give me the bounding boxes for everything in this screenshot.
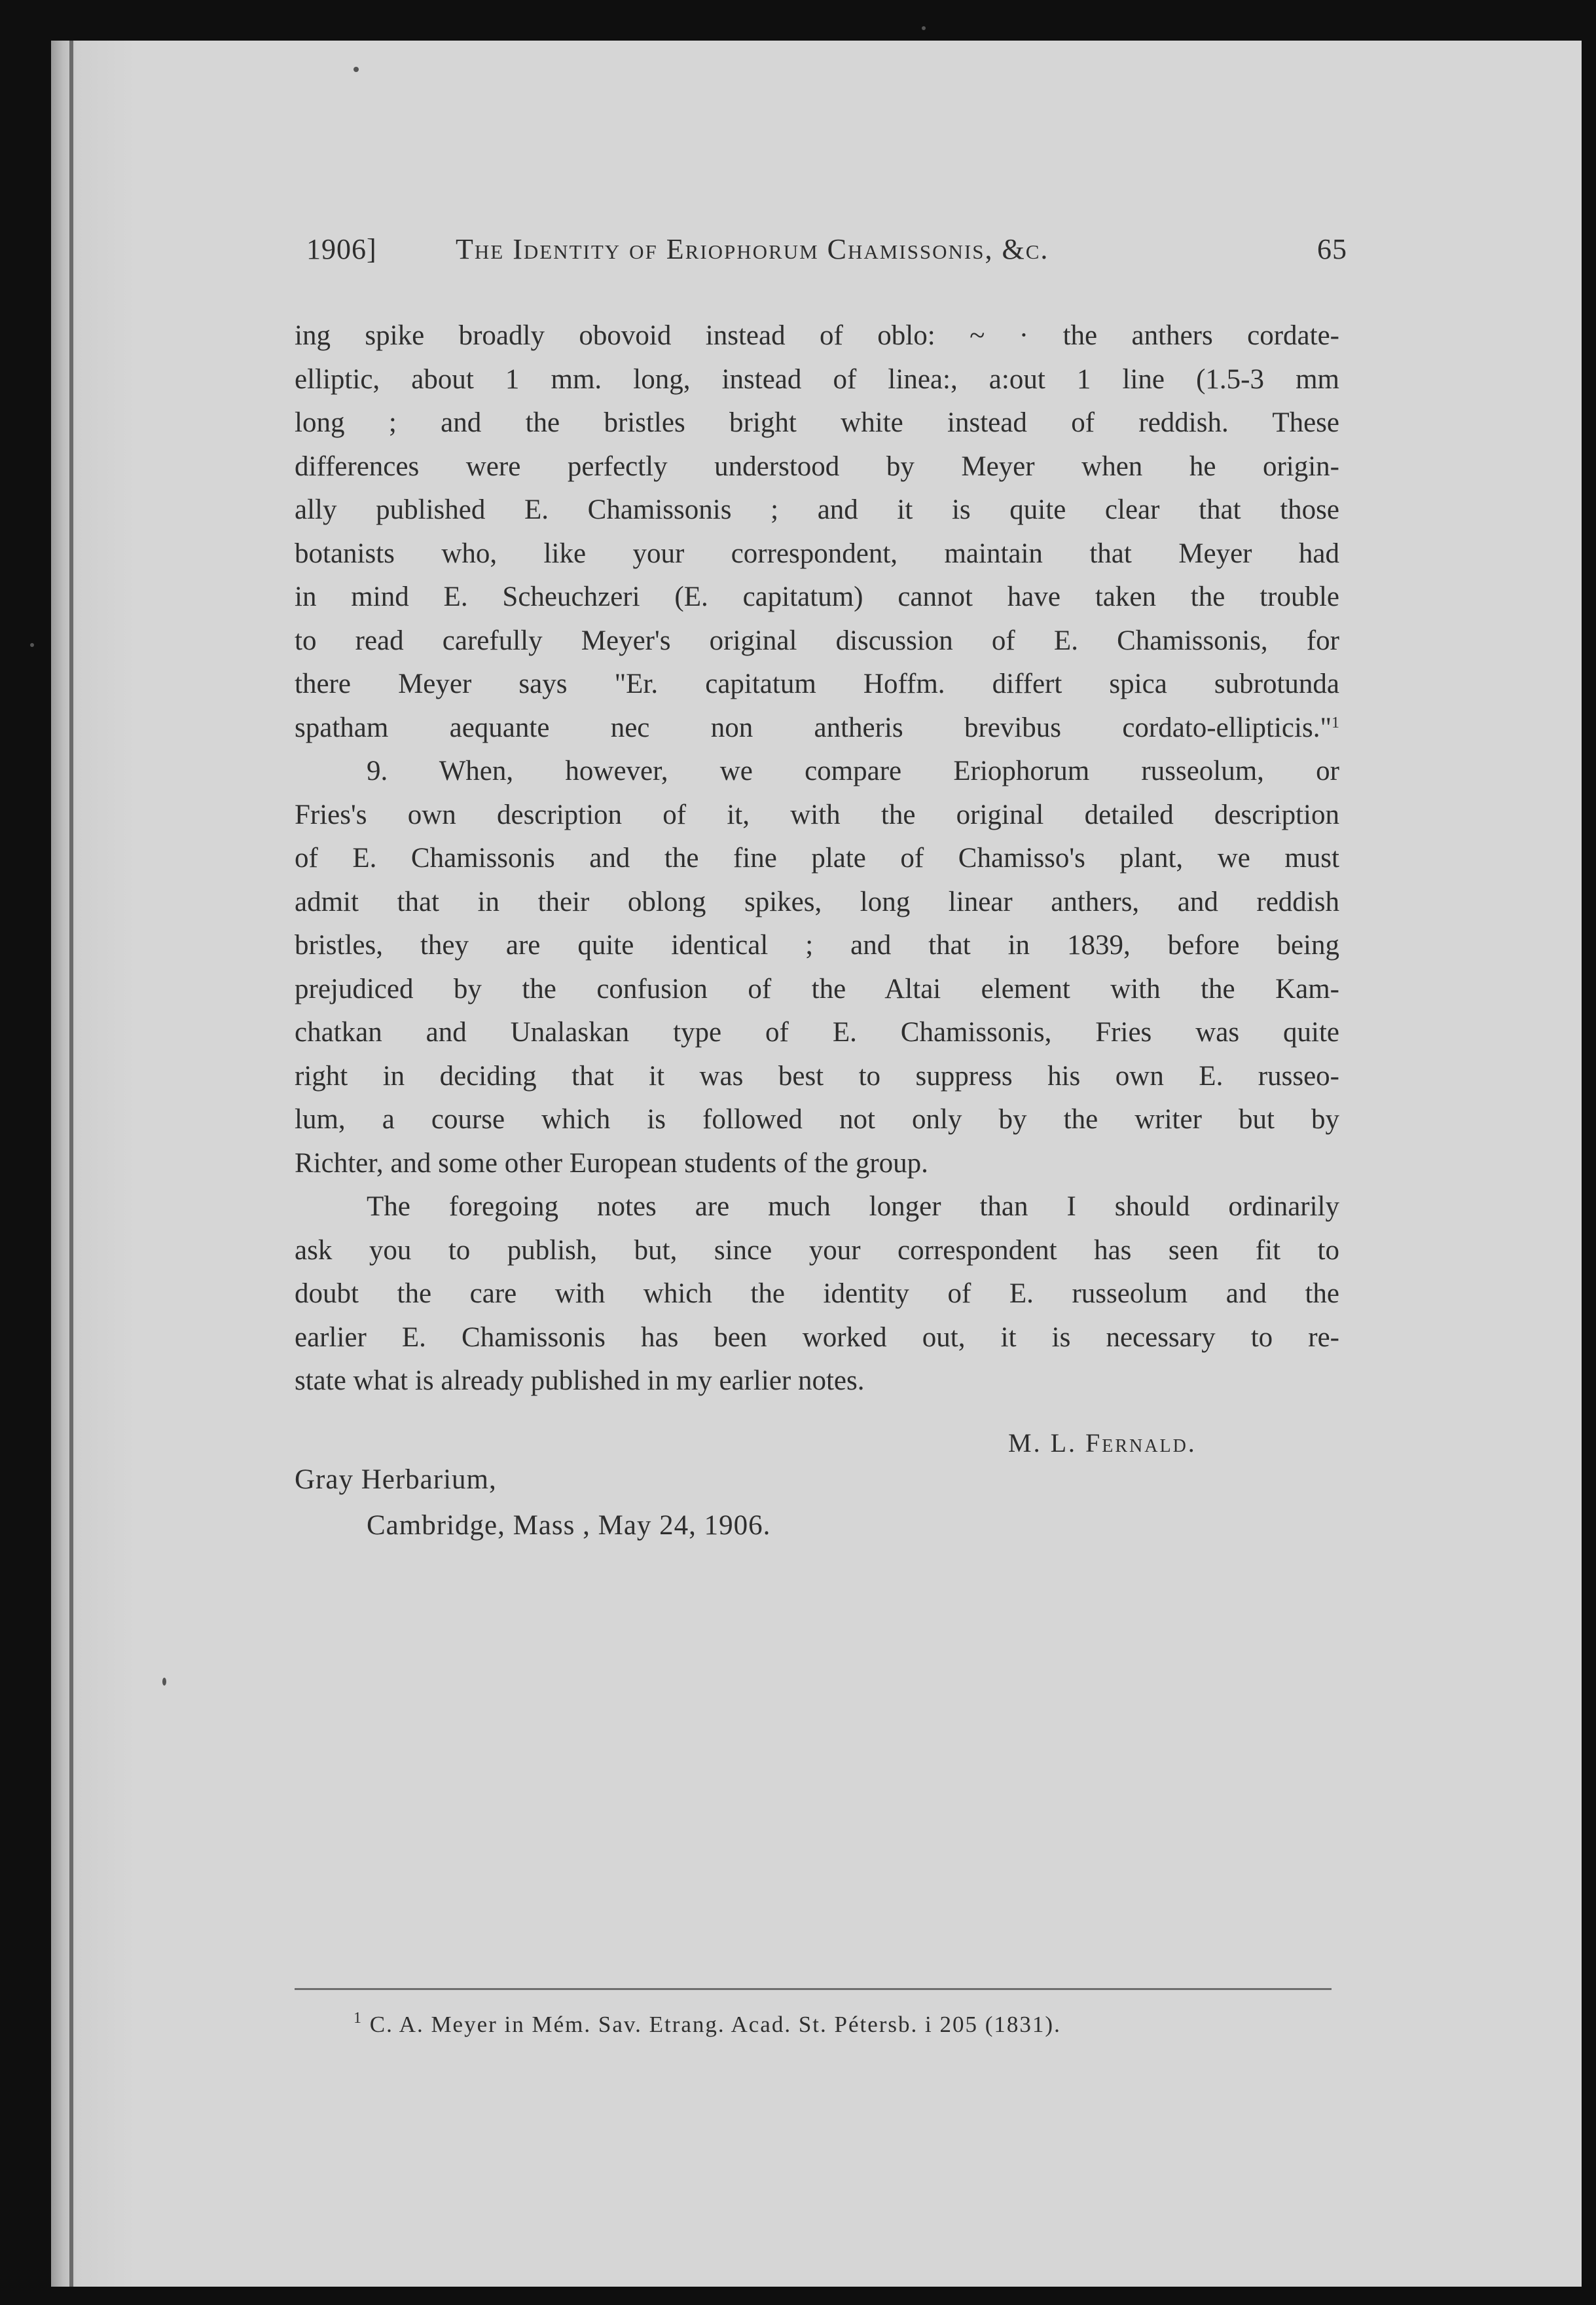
page-number: 65 [1317, 233, 1347, 265]
footnote-marker: 1 [1332, 714, 1339, 731]
text-line: chatkan and Unalaskan type of E. Chamissonis, Fries was quite [295, 1017, 1339, 1048]
text-line: bristles, they are quite identical ; and that in 1839, before being [295, 930, 1339, 961]
footnote [354, 2012, 1061, 2038]
text-line: right in deciding that it was best to suppress his own E. russeo- [295, 1060, 1339, 1092]
text-line: Fries's own description of it, with the original detailed description [295, 799, 1339, 830]
dust-speck [30, 643, 34, 647]
text-line-content: spatham aequante nec non antheris brevibus cordato-ellipticis." [295, 712, 1332, 743]
text-line: ask you to publish, but, since your correspondent has seen fit to [295, 1234, 1339, 1266]
footnote-text: C. A. Meyer in Mém. Sav. Etrang. Acad. St. Pétersb. i 205 (1831). [369, 2012, 1061, 2037]
header-year: 1906] [306, 233, 377, 265]
binding-gutter [51, 41, 136, 2287]
signature: M. L. Fernald. [1008, 1428, 1197, 1458]
footnote-number: 1 [354, 2010, 363, 2027]
text-line: there Meyer says "Er. capitatum Hoffm. differt spica subrotunda [295, 669, 1339, 699]
text-line: earlier E. Chamissonis has been worked out, it is necessary to re- [295, 1321, 1339, 1353]
date-line: Cambridge, Mass , May 24, 1906. [367, 1510, 771, 1541]
text-line: prejudiced by the confusion of the Altai element with the Kam- [295, 973, 1339, 1005]
gutter-line [69, 41, 73, 2287]
text-line: botanists who, like your correspondent, maintain that Meyer had [295, 538, 1339, 569]
header-title: The Identity of Eriophorum Chamissonis, &c. [456, 233, 1049, 265]
dust-speck [922, 26, 926, 30]
dust-speck [354, 67, 359, 72]
text-line: admit that in their oblong spikes, long linear anthers, and reddish [295, 886, 1339, 917]
paragraph-start-line: 9. When, however, we compare Eriophorum russeolum, or [367, 756, 1339, 786]
text-line: lum, a course which is followed not only by the writer but by [295, 1104, 1339, 1135]
text-line: elliptic, about 1 mm. long, instead of linea:, a:out 1 line (1.5-3 mm [295, 363, 1339, 395]
dust-speck [162, 1678, 166, 1686]
footnote-rule [295, 1988, 1332, 1990]
text-line: ing spike broadly obovoid instead of oblo: ~ · the anthers cordate- [295, 320, 1339, 351]
body-text [295, 314, 1339, 1403]
running-header [306, 232, 1347, 278]
text-line: ally published E. Chamissonis ; and it is quite clear that those [295, 494, 1339, 525]
text-line: state what is already published in my earlier notes. [295, 1365, 865, 1396]
text-line-with-footnote [295, 707, 1339, 750]
place-line: Gray Herbarium, [295, 1464, 497, 1495]
paragraph-start-line: The foregoing notes are much longer than I should ordinarily [367, 1191, 1339, 1222]
text-line: in mind E. Scheuchzeri (E. capitatum) cannot have taken the trouble [295, 581, 1339, 612]
text-line: differences were perfectly understood by Meyer when he origin- [295, 451, 1339, 482]
text-line: Richter, and some other European students of the group. [295, 1147, 928, 1179]
text-line: doubt the care with which the identity of E. russeolum and the [295, 1278, 1339, 1309]
text-line: long ; and the bristles bright white instead of reddish. These [295, 407, 1339, 438]
text-line: to read carefully Meyer's original discussion of E. Chamissonis, for [295, 625, 1339, 656]
text-line: of E. Chamissonis and the fine plate of Chamisso's plant, we must [295, 843, 1339, 874]
